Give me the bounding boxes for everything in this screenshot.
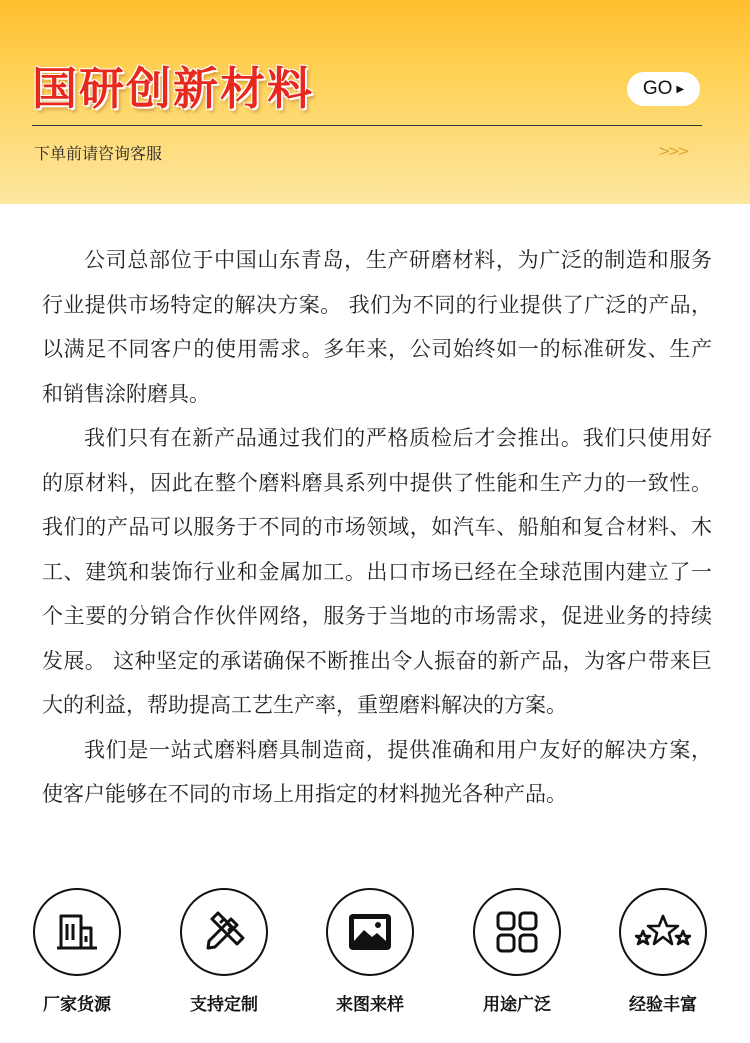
grid-icon bbox=[473, 888, 561, 976]
intro-paragraph: 公司总部位于中国山东青岛，生产研磨材料，为广泛的制造和服务行业提供市场特定的解决方案。 我们为不同的行业提供了广泛的产品，以满足不同客户的使用需求。多年来，公司始终如一的标准研发、生产和销售涂附磨具。 bbox=[42, 248, 712, 406]
intro-paragraph: 我们只有在新产品通过我们的严格质检后才会推出。我们只使用好的原材料，因此在整个磨料磨具系列中提供了性能和生产力的一致性。 我们的产品可以服务于不同的市场领域，如汽车、船舶和复合材料、木工、建筑和装饰行业和金属加工。出口市场已经在全球范围内建立了一个主要的分销合作伙伴网络，服务于当地的市场需求，促进业务的持续发展。 这种坚定的承诺确保不断推出令人振奋的新产品，为客户带来巨大的利益，帮助提高工艺生产率，重塑磨料解决的方案。 bbox=[42, 426, 712, 717]
go-label: GO bbox=[642, 78, 673, 99]
play-arrow-icon: ▶ bbox=[676, 83, 685, 95]
intro-paragraph: 我们是一站式磨料磨具制造商，提供准确和用户友好的解决方案，使客户能够在不同的市场上用指定的材料抛光各种产品。 bbox=[42, 737, 712, 806]
feature-label: 经验丰富 bbox=[629, 995, 697, 1015]
stars-icon bbox=[619, 888, 707, 976]
feature-versatile bbox=[457, 888, 577, 1015]
feature-factory bbox=[17, 888, 137, 1015]
go-button[interactable] bbox=[627, 72, 700, 106]
feature-samples bbox=[310, 888, 430, 1015]
feature-experience bbox=[603, 888, 723, 1015]
header-divider bbox=[32, 125, 702, 126]
header-banner bbox=[0, 0, 750, 204]
factory-icon bbox=[33, 888, 121, 976]
feature-list bbox=[0, 888, 750, 1018]
pencil-ruler-icon bbox=[180, 888, 268, 976]
consult-notice: 下单前请咨询客服 bbox=[34, 144, 163, 163]
feature-label: 支持定制 bbox=[190, 995, 258, 1015]
feature-custom bbox=[164, 888, 284, 1015]
page-title: 国研创新材料 bbox=[32, 62, 315, 115]
feature-label: 厂家货源 bbox=[43, 995, 111, 1015]
feature-label: 来图来样 bbox=[336, 995, 404, 1015]
image-icon bbox=[326, 888, 414, 976]
chevron-right-icon: >>> bbox=[658, 142, 687, 160]
company-intro bbox=[42, 238, 712, 817]
feature-label: 用途广泛 bbox=[483, 995, 551, 1015]
